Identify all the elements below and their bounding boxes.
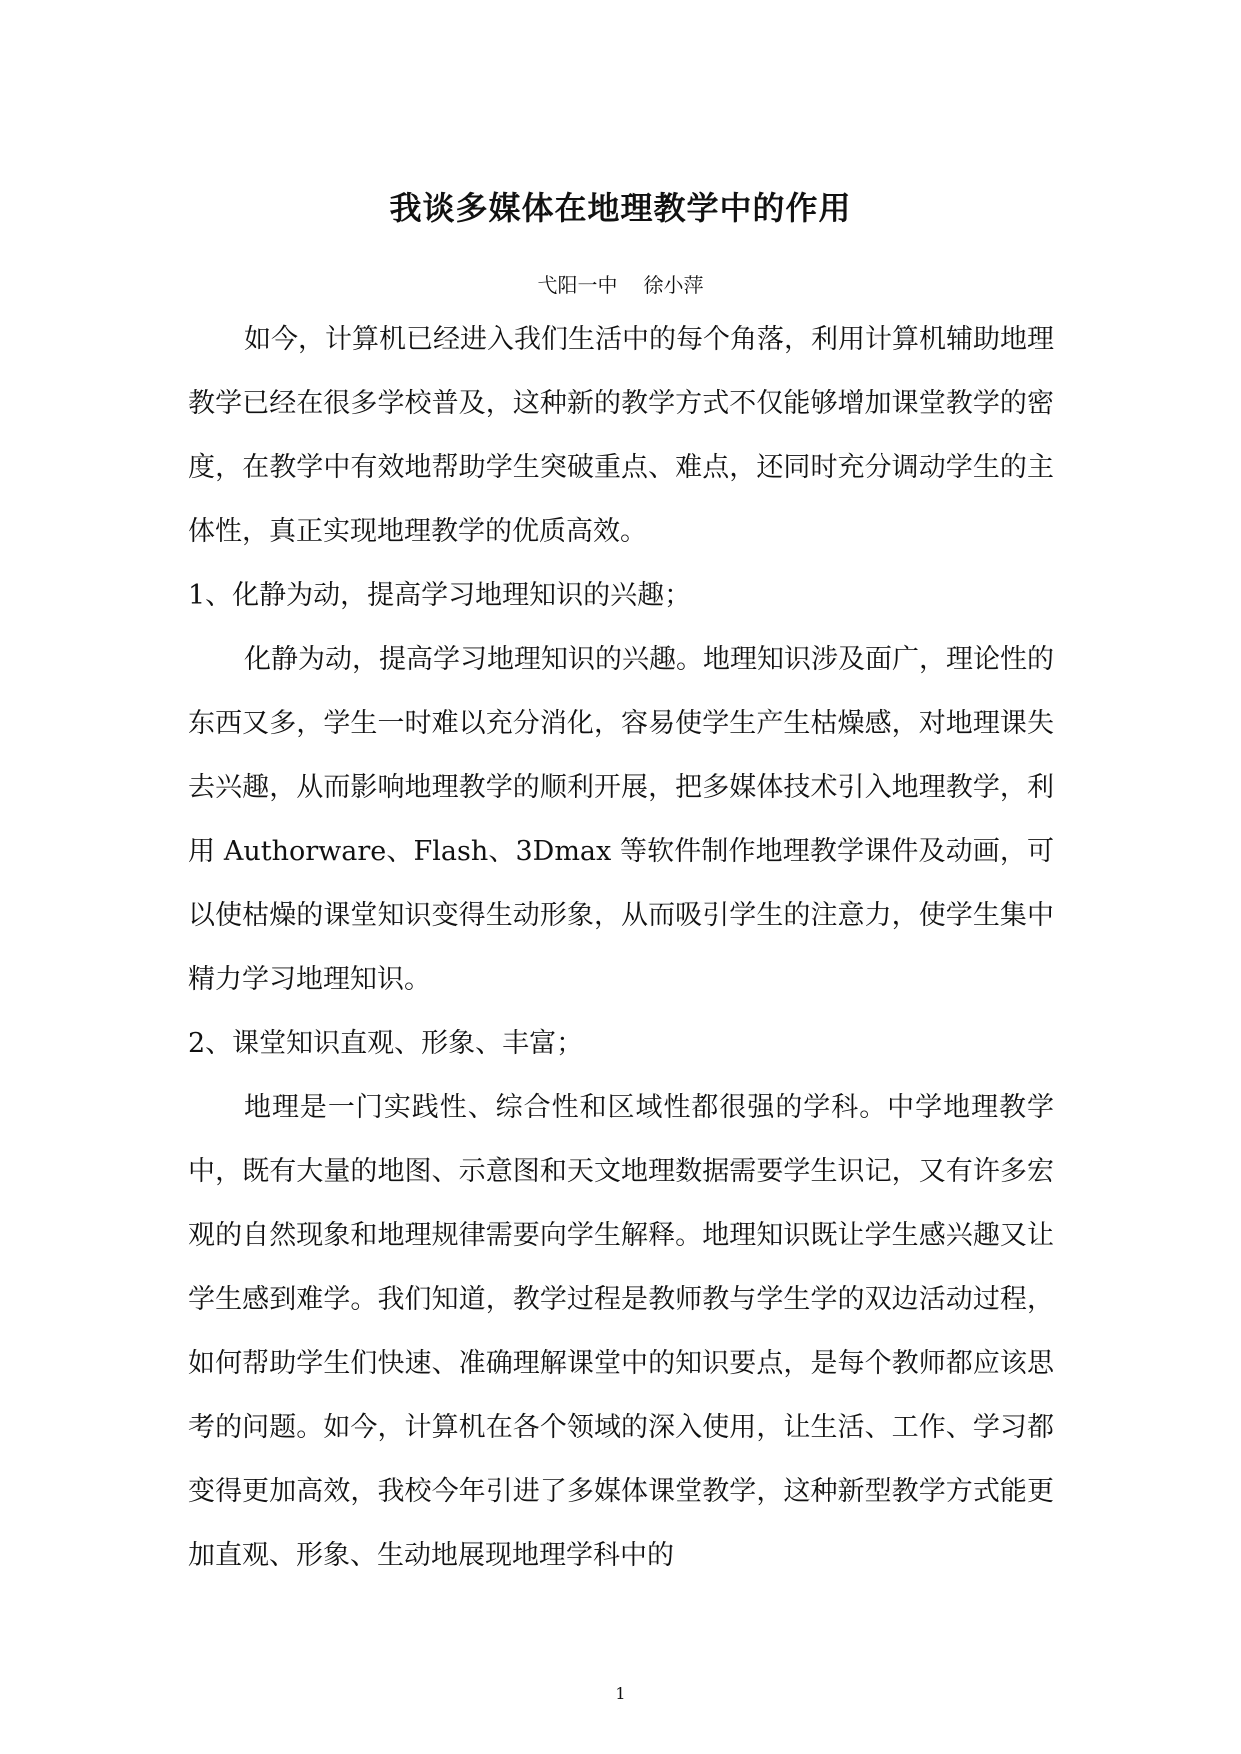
document-title: 我谈多媒体在地理教学中的作用 [389, 189, 852, 227]
document-body [188, 308, 1054, 1588]
paragraph-intro: 如今，计算机已经进入我们生活中的每个角落，利用计算机辅助地理教学已经在很多学校普及，这种新的教学方式不仅能够增加课堂教学的密度，在教学中有效地帮助学生突破重点、难点，还同时充分调动学生的主体性，真正实现地理教学的优质高效。 [188, 324, 1054, 547]
paragraph-section-2: 地理是一门实践性、综合性和区域性都很强的学科。中学地理教学中，既有大量的地图、示意图和天文地理数据需要学生识记，又有许多宏观的自然现象和地理规律需要向学生解释。地理知识既让学生感兴趣又让学生感到难学。我们知道，教学过程是教师教与学生学的双边活动过程，如何帮助学生们快速、准确理解课堂中的知识要点，是每个教师都应该思考的问题。如今，计算机在各个领域的深入使用，让生活、工作、学习都变得更加高效，我校今年引进了多媒体课堂教学，这种新型教学方式能更加直观、形象、生动地展现地理学科中的 [188, 1092, 1054, 1571]
author-line [0, 270, 1241, 300]
page-number: 1 [615, 1684, 626, 1703]
author-school: 弋阳一中 [537, 273, 618, 297]
section-heading-1: 1、化静为动，提高学习地理知识的兴趣； [188, 580, 692, 611]
author-name: 徐小萍 [643, 273, 704, 297]
section-heading-2: 2、课堂知识直观、形象、丰富； [188, 1028, 584, 1059]
paragraph-section-1: 化静为动，提高学习地理知识的兴趣。地理知识涉及面广，理论性的东西又多，学生一时难以充分消化，容易使学生产生枯燥感，对地理课失去兴趣，从而影响地理教学的顺利开展，把多媒体技术引入地理教学，利用 Authorware、Flash、3Dmax 等软件制作地理教学课件及动画，可以使枯燥的课堂知识变得生动形象，从而吸引学生的注意力，使学生集中精力学习地理知识。 [188, 644, 1054, 995]
